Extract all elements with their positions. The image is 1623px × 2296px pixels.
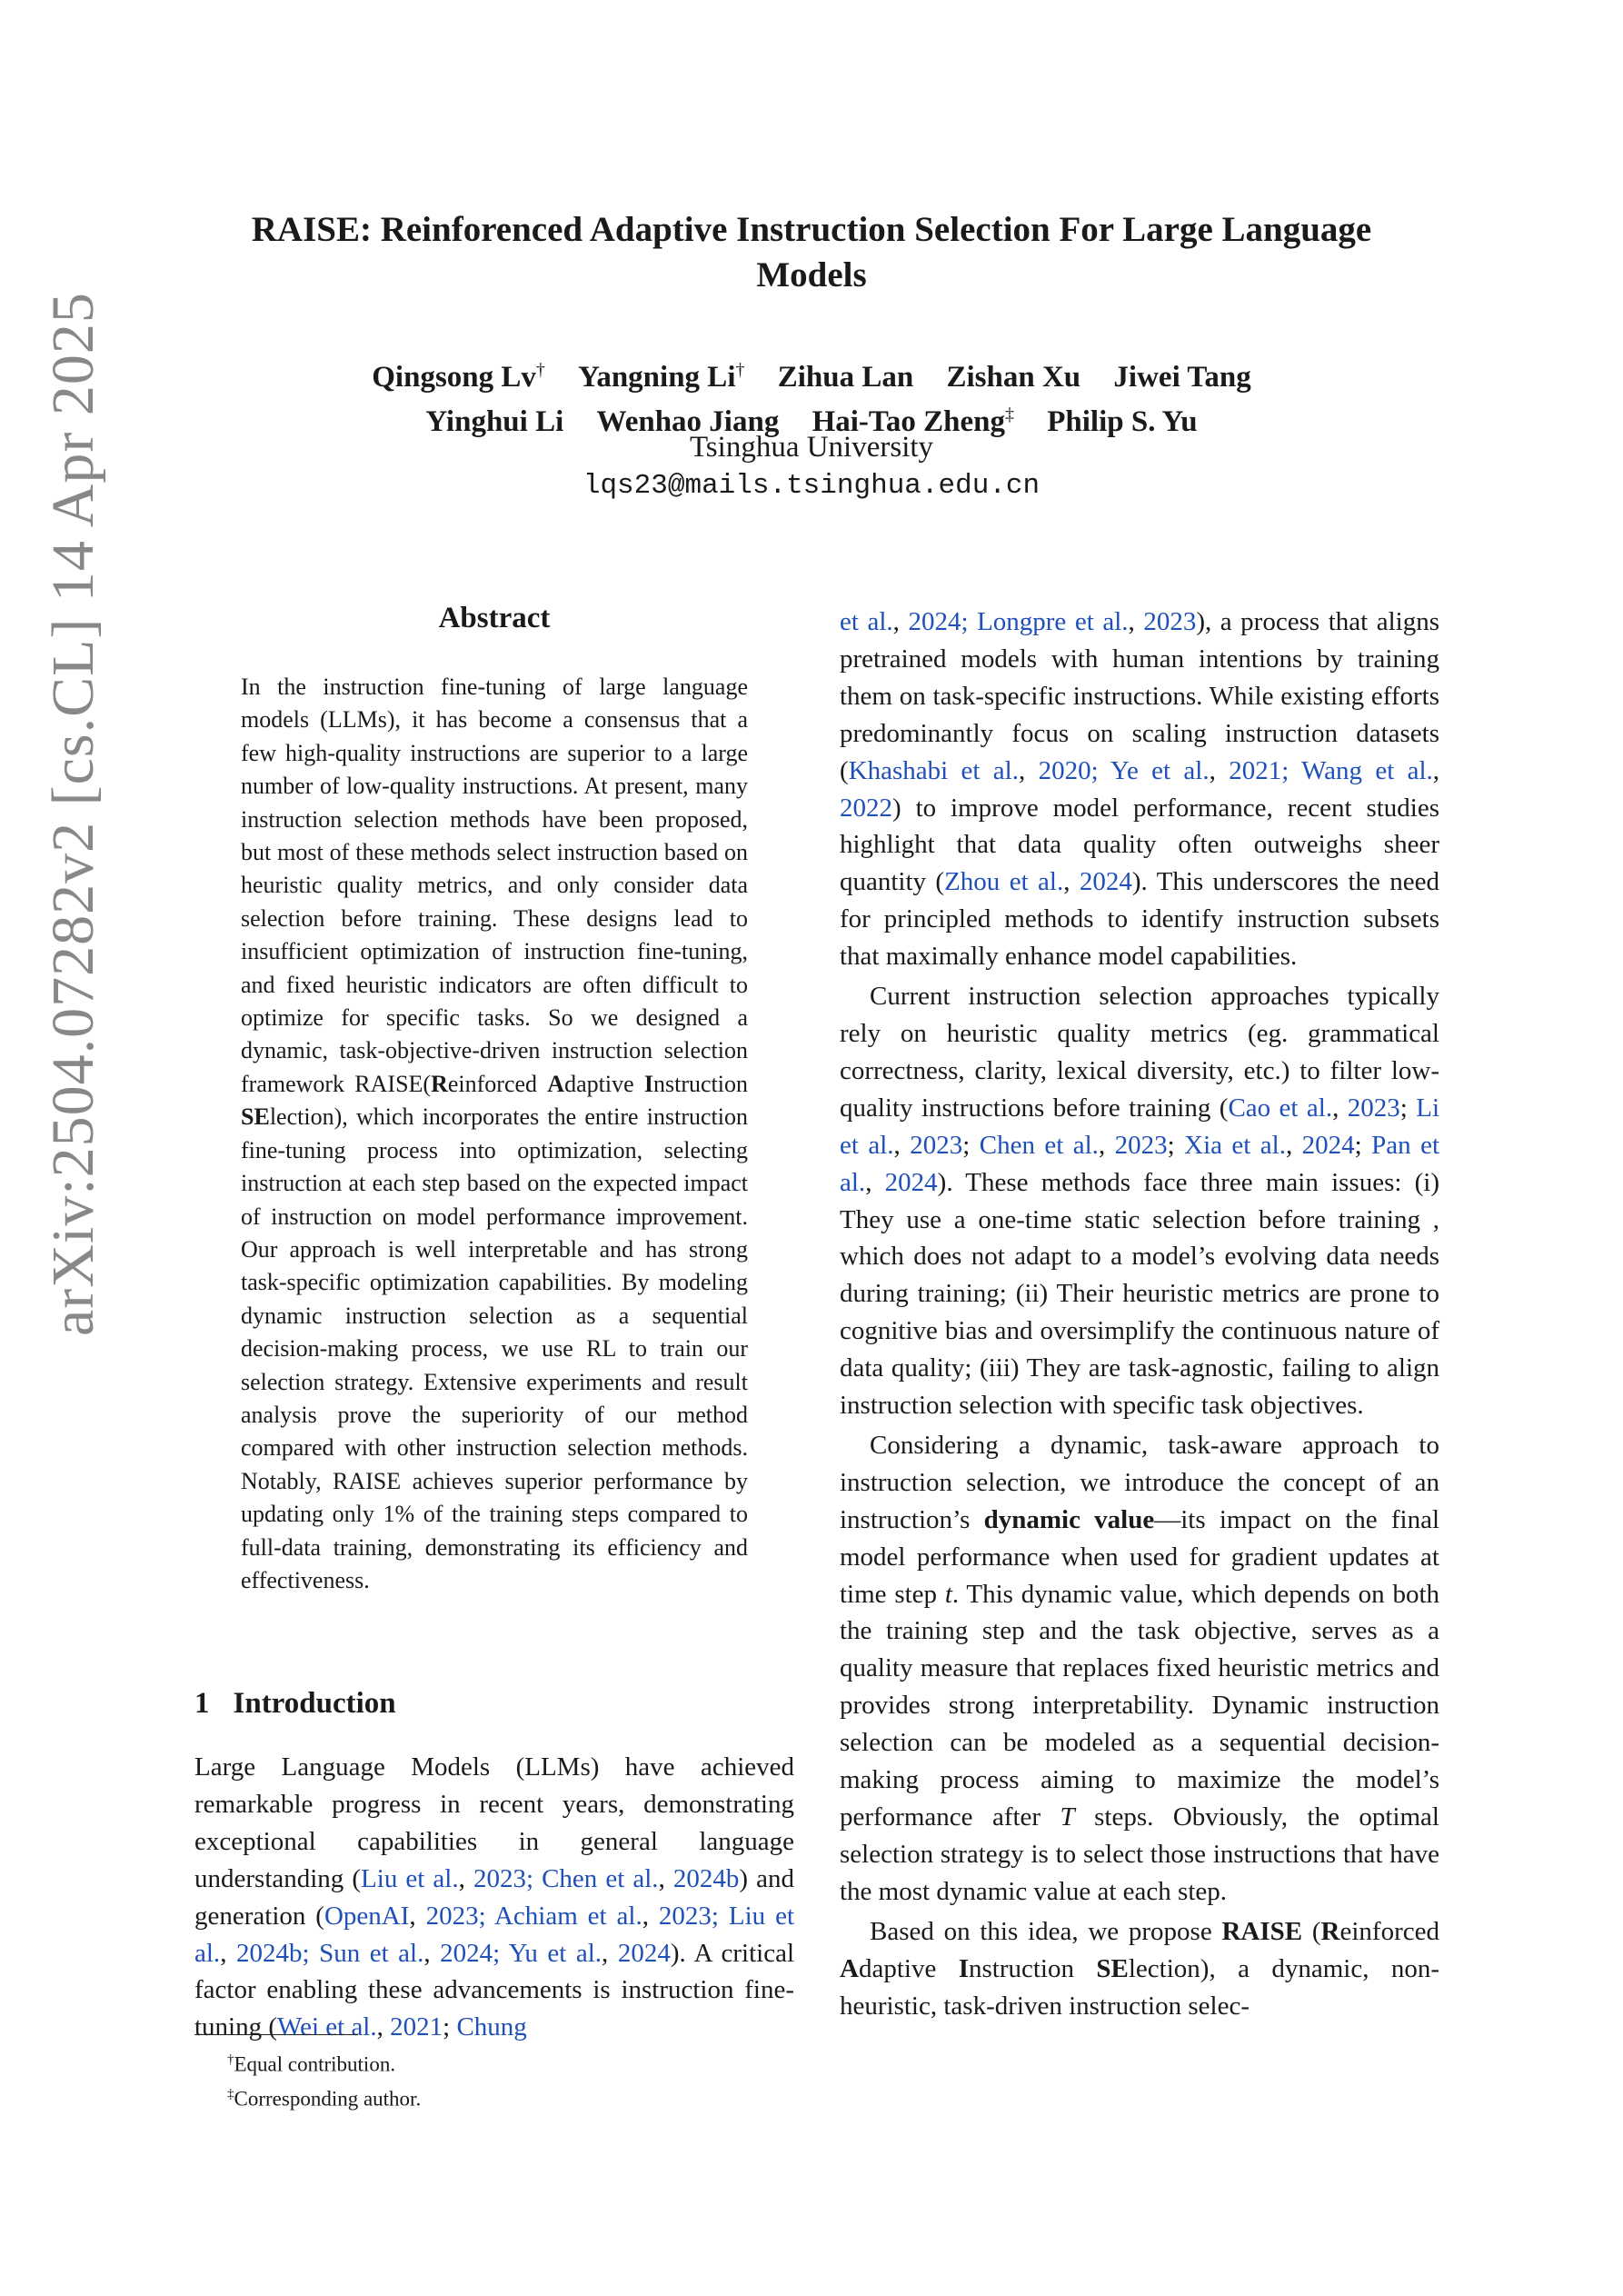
raise-term: RAISE bbox=[1221, 1916, 1303, 1946]
footnote-corresponding-author: ‡Corresponding author. bbox=[227, 2086, 422, 2111]
introduction-paragraph-2: Current instruction selection approaches typically rely on heuristic quality metrics (eg. grammatical correctness, clarity, lexical diversity, etc.) to filter low-quality instructions before training (Cao et al., 2023; Li et al., 2023; Chen et al., 2023; Xia et al., 2024; Pan et al., 2024). These methods face three main issues: (i) They use a one-time static selection before training , which does not adapt to a model’s evolving data needs during training; (ii) Their heuristic metrics are prone to cognitive bias and oversimplify the continuous nature of data quality; (iii) They are task-agnostic, failing to align instruction selection with specific task objectives. bbox=[840, 982, 1440, 1421]
footnotes bbox=[227, 2045, 421, 2113]
citation-link[interactable]: 2023 bbox=[1347, 1093, 1400, 1123]
author: Zihua Lan bbox=[777, 361, 914, 394]
citation-link[interactable]: Wei et al. bbox=[277, 2012, 377, 2042]
author: Hai-Tao Zheng‡ bbox=[812, 404, 1014, 438]
citation-link[interactable]: Pan et al. bbox=[840, 1130, 1440, 1197]
citation-link[interactable]: 2024 bbox=[884, 1167, 938, 1197]
author-row-1 bbox=[182, 352, 1441, 396]
citation-link[interactable]: Sun et al. bbox=[319, 1938, 424, 1968]
citation-link[interactable]: 2024 bbox=[908, 607, 961, 636]
citation-link[interactable]: OpenAI bbox=[324, 1901, 410, 1931]
author-email: lqs23@mails.tsinghua.edu.cn bbox=[582, 470, 1041, 502]
citation-link[interactable]: 2023 bbox=[910, 1130, 963, 1160]
citation-link[interactable]: 2024b bbox=[235, 1938, 303, 1968]
citation-link[interactable]: Wang et al. bbox=[1301, 755, 1433, 785]
section-heading-introduction: 1 Introduction bbox=[194, 1687, 396, 1720]
citation-link[interactable]: Liu et al. bbox=[361, 1863, 459, 1893]
author: Jiwei Tang bbox=[1113, 361, 1251, 394]
citation-link[interactable]: Chen et al. bbox=[979, 1130, 1099, 1160]
arxiv-identifier-stamp: arXiv:2504.07282v2 [cs.CL] 14 Apr 2025 bbox=[40, 292, 106, 1336]
citation-link[interactable]: Khashabi et al. bbox=[848, 755, 1019, 785]
author: Qingsong Lv† bbox=[372, 360, 545, 394]
citation-link[interactable]: Yu et al. bbox=[508, 1938, 602, 1968]
citation-link[interactable]: Ye et al. bbox=[1110, 755, 1210, 785]
citation-link[interactable]: Liu et al. bbox=[194, 1901, 794, 1968]
citation-link[interactable]: Xia et al. bbox=[1184, 1130, 1286, 1160]
citation-link[interactable]: 2024b bbox=[672, 1863, 740, 1893]
citation-link[interactable]: et al. bbox=[840, 607, 893, 636]
author: Yangning Li† bbox=[578, 360, 745, 394]
citation-link[interactable]: 2024 bbox=[1301, 1130, 1355, 1160]
dynamic-value-term: dynamic value bbox=[983, 1504, 1155, 1534]
paper-title-line-2: Models bbox=[756, 255, 867, 294]
citation-link[interactable]: 2020 bbox=[1038, 755, 1091, 785]
footnote-rule bbox=[194, 2034, 358, 2035]
paper-title bbox=[182, 207, 1441, 298]
footnote-equal-contribution: †Equal contribution. bbox=[227, 2052, 396, 2076]
author: Zishan Xu bbox=[946, 361, 1081, 394]
citation-link[interactable]: Li et al. bbox=[840, 1093, 1440, 1160]
citation-link[interactable]: 2021 bbox=[1229, 755, 1282, 785]
introduction-paragraph-3: Considering a dynamic, task-aware approach to instruction selection, we introduce the concept of an instruction’s dynamic value—its impact on the final model performance when used for gradient updates at time step t. This dynamic value, which depends on both the training step and the task objective, serves as a quality measure that replaces fixed heuristic metrics and provides strong interpretability. Dynamic instruction selection can be modeled as a sequential decision-making process aiming to maximize the model’s performance after T steps. Obviously, the optimal selection strategy is to select those instructions that have the most dynamic value at each step. bbox=[840, 1430, 1439, 1906]
citation-link[interactable]: Longpre et al. bbox=[977, 607, 1129, 636]
citation-link[interactable]: Cao et al. bbox=[1228, 1093, 1333, 1123]
citation-link[interactable]: Zhou et al. bbox=[944, 867, 1064, 897]
abstract-body: In the instruction fine-tuning of large language models (LLMs), it has become a consensus that a few high-quality instructions are superior to a large number of low-quality instructions. At present, many instruction selection methods have been proposed, but most of these methods select instruction based on heuristic quality metrics, and only consider data selection before training. These designs lead to insufficient optimization of instruction fine-tuning, and fixed heuristic indicators are often difficult to optimize for specific tasks. So we designed a dynamic, task-objective-driven instruction selection framework RAISE(Reinforced Adaptive Instruction SElection), which incorporates the entire instruction fine-tuning process into optimization, selecting instruction at each step based on the expected impact of instruction on model performance improvement. Our approach is well interpretable and has strong task-specific optimization capabilities. By modeling dynamic instruction selection as a sequential decision-making process, we use RL to train our selection strategy. Extensive experiments and result analysis prove the superiority of our method compared with other instruction selection methods. Notably, RAISE achieves superior performance by updating only 1% of the training steps compared to full-data training, demonstrating its efficiency and effectiveness. bbox=[241, 674, 748, 1593]
introduction-paragraph-1: Large Language Models (LLMs) have achieved remarkable progress in recent years, demonstrating exceptional capabilities in general language understanding (Liu et al., 2023; Chen et al., 2024b) and generation (OpenAI, 2023; Achiam et al., 2023; Liu et al., 2024b; Sun et al., 2024; Yu et al., 2024). A critical factor enabling these advancements is instruction fine-tuning (Wei et al., 2021; Chung bbox=[194, 1752, 795, 2042]
right-column bbox=[840, 604, 1439, 2024]
citation-link[interactable]: 2023 bbox=[1143, 607, 1197, 636]
author: Philip S. Yu bbox=[1047, 405, 1198, 438]
introduction-paragraph-4: Based on this idea, we propose RAISE (Reinforced Adaptive Instruction SElection), a dynamic, non-heuristic, task-driven instruction selec- bbox=[840, 1916, 1439, 2021]
paper-title-line-1: RAISE: Reinforenced Adaptive Instruction Selection For Large Language bbox=[251, 210, 1372, 249]
citation-link[interactable]: 2023 bbox=[1114, 1130, 1168, 1160]
citation-link[interactable]: 2022 bbox=[840, 793, 892, 823]
citation-link[interactable]: 2023 bbox=[658, 1901, 712, 1931]
citation-link[interactable]: 2021 bbox=[390, 2012, 443, 2042]
introduction-paragraph-1-continued: et al., 2024; Longpre et al., 2023), a process that aligns pretrained models with human intentions by training them on task-specific instructions. While existing efforts predominantly focus on scaling instruction datasets (Khashabi et al., 2020; Ye et al., 2021; Wang et al., 2022) to improve model performance, recent studies highlight that data quality often outweighs sheer quantity (Zhou et al., 2024). This underscores the need for principled methods to identify instruction subsets that maximally enhance model capabilities. bbox=[840, 607, 1440, 972]
math-variable: t bbox=[944, 1579, 952, 1609]
citation-link[interactable]: 2023 bbox=[425, 1901, 479, 1931]
citation-link[interactable]: 2024 bbox=[1079, 867, 1132, 897]
author: Wenhao Jiang bbox=[596, 405, 780, 438]
citation-link[interactable]: Chen et al. bbox=[542, 1863, 659, 1893]
citation-link[interactable]: 2024 bbox=[440, 1938, 493, 1968]
abstract-heading: Abstract bbox=[438, 602, 551, 634]
citation-link[interactable]: Achiam et al. bbox=[493, 1901, 642, 1931]
citation-link[interactable]: 2024 bbox=[617, 1938, 671, 1968]
citation-link[interactable]: 2023 bbox=[473, 1863, 526, 1893]
author: Yinghui Li bbox=[425, 405, 564, 438]
affiliation: Tsinghua University bbox=[689, 431, 934, 464]
author-list bbox=[182, 352, 1441, 441]
citation-link[interactable]: Chung bbox=[456, 2012, 527, 2042]
math-variable: T bbox=[1060, 1802, 1075, 1832]
